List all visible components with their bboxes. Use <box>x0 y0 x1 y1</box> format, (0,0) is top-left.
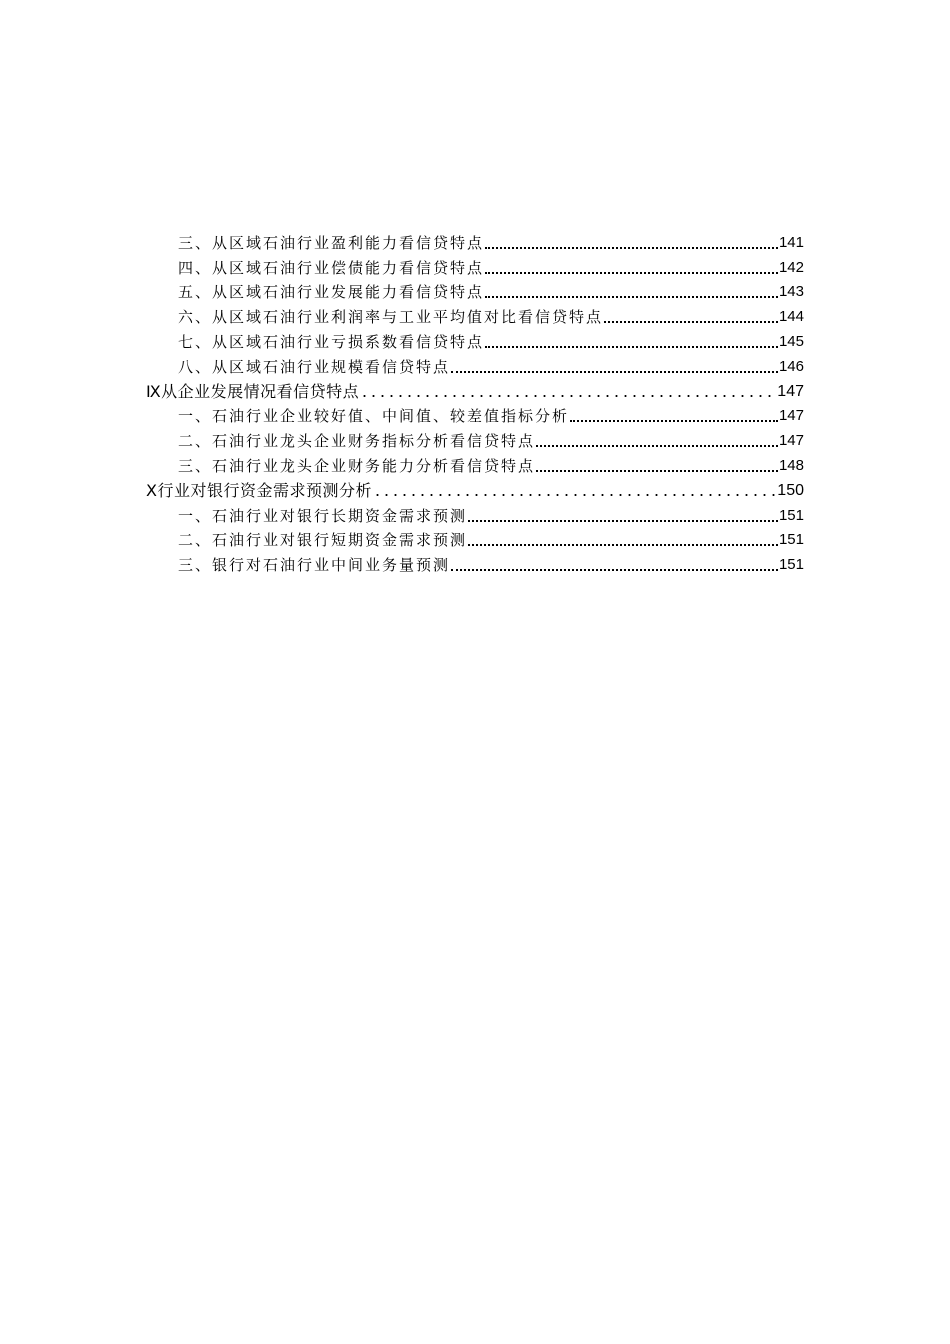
dot-leader <box>485 260 778 274</box>
toc-entry-page: 142 <box>778 258 804 276</box>
toc-entry-page: 143 <box>778 283 804 301</box>
toc-entry-title: 一、石油行业企业较好值、中间值、较差值指标分析 <box>178 407 570 426</box>
dot-leader <box>604 309 778 323</box>
toc-entry[interactable] <box>0 278 950 303</box>
toc-entry-page: 145 <box>778 332 804 350</box>
toc-entry-page: 151 <box>778 556 804 574</box>
toc-entry-title: 四、从区域石油行业偿债能力看信贷特点 <box>178 258 485 277</box>
dot-leader <box>536 458 778 472</box>
dot-leader <box>485 235 778 249</box>
dot-leader <box>570 408 778 422</box>
toc-entry-page: 147 <box>778 407 804 425</box>
toc-chapter-entry[interactable] <box>0 476 950 501</box>
toc-chapter-title: Ⅹ行业对银行资金需求预测分析 <box>146 480 372 500</box>
toc-entry-title: 八、从区域石油行业规模看信贷特点 <box>178 357 451 376</box>
toc-entry-page: 148 <box>778 456 804 474</box>
table-of-contents <box>0 228 950 575</box>
toc-entry-page: 151 <box>778 531 804 549</box>
toc-entry-title: 五、从区域石油行业发展能力看信贷特点 <box>178 283 485 302</box>
toc-entry-title: 一、石油行业对银行长期资金需求预测 <box>178 506 468 525</box>
toc-entry[interactable] <box>0 550 950 575</box>
toc-entry[interactable] <box>0 302 950 327</box>
toc-entry[interactable] <box>0 228 950 253</box>
toc-entry[interactable] <box>0 451 950 476</box>
toc-entry[interactable] <box>0 402 950 427</box>
toc-entry-title: 二、石油行业对银行短期资金需求预测 <box>178 531 468 550</box>
toc-entry-title: 二、石油行业龙头企业财务指标分析看信贷特点 <box>178 432 536 451</box>
toc-entry[interactable] <box>0 426 950 451</box>
toc-entry-page: 141 <box>778 233 804 251</box>
toc-chapter-title: Ⅸ从企业发展情况看信贷特点 <box>146 381 360 401</box>
dot-leader <box>451 557 778 571</box>
toc-entry-title: 三、石油行业龙头企业财务能力分析看信贷特点 <box>178 456 536 475</box>
toc-entry-page: 147 <box>777 382 804 400</box>
toc-entry[interactable] <box>0 501 950 526</box>
toc-entry-page: 144 <box>778 308 804 326</box>
toc-chapter-entry[interactable] <box>0 377 950 402</box>
dot-leader <box>373 489 776 497</box>
toc-entry[interactable] <box>0 327 950 352</box>
toc-entry-page: 151 <box>778 506 804 524</box>
toc-entry-title: 七、从区域石油行业亏损系数看信贷特点 <box>178 332 485 351</box>
toc-entry-page: 147 <box>778 432 804 450</box>
toc-entry-page: 146 <box>778 357 804 375</box>
dot-leader <box>468 508 778 522</box>
toc-entry[interactable] <box>0 253 950 278</box>
toc-entry[interactable] <box>0 352 950 377</box>
toc-entry-title: 六、从区域石油行业利润率与工业平均值对比看信贷特点 <box>178 308 604 327</box>
dot-leader <box>451 359 778 373</box>
dot-leader <box>485 284 778 298</box>
toc-entry-title: 三、银行对石油行业中间业务量预测 <box>178 556 451 575</box>
dot-leader <box>360 390 776 398</box>
dot-leader <box>468 532 778 546</box>
toc-entry[interactable] <box>0 526 950 551</box>
dot-leader <box>485 334 778 348</box>
toc-entry-page: 150 <box>777 481 804 499</box>
toc-entry-title: 三、从区域石油行业盈利能力看信贷特点 <box>178 233 485 252</box>
dot-leader <box>536 433 778 447</box>
